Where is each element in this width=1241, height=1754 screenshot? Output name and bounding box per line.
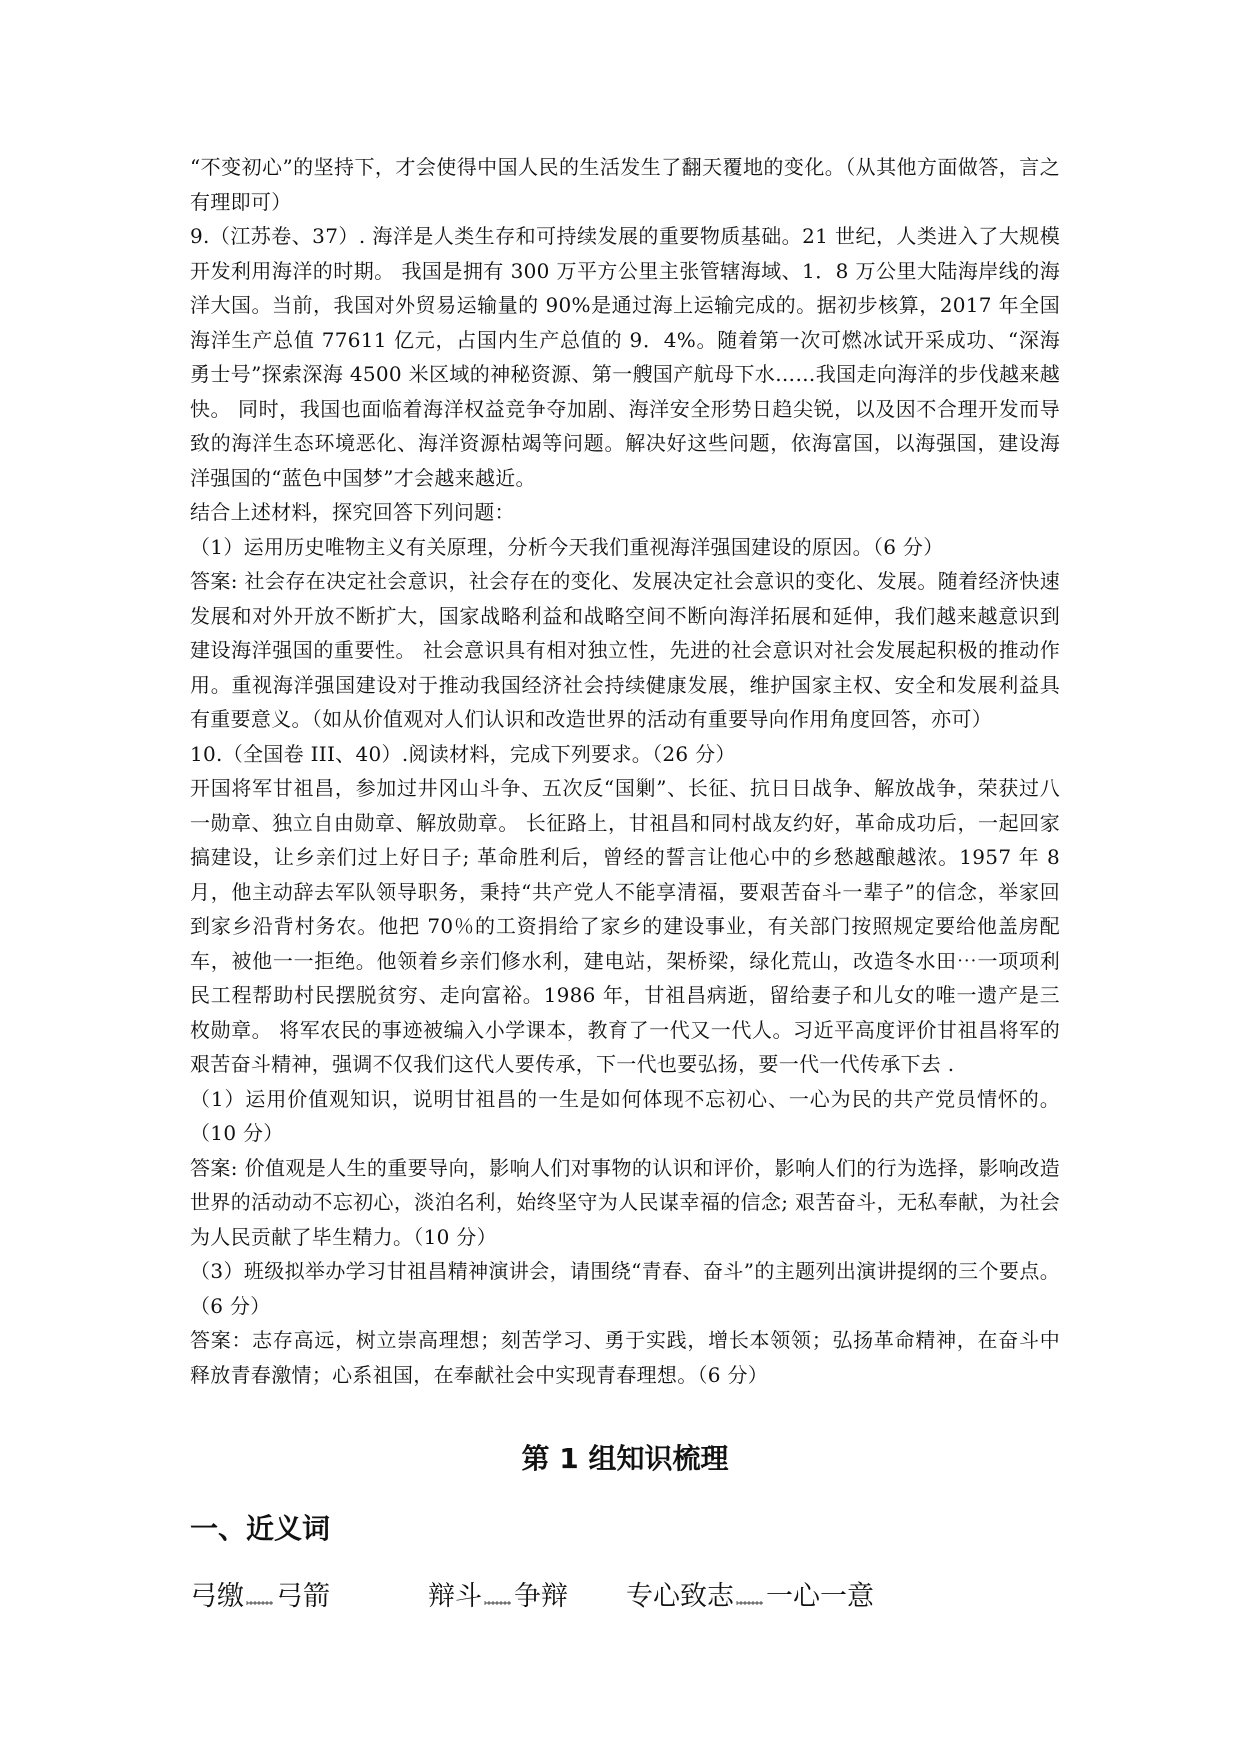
question-10-answer-3: 答案：志存高远，树立崇高理想；刻苦学习、勇于实践，增长本领领；弘扬革命精神，在奋斗中释放青春激情；心系祖国，在奉献社会中实现青春理想。（6 分）	[190, 1328, 1060, 1387]
synonym-right: 争辩	[514, 1581, 568, 1612]
question-10-answer-1: 答案: 价值观是人生的重要导向，影响人们对事物的认识和评价，影响人们的行为选择，影响改造世界的活动动不忘初心，淡泊名利，始终坚守为人民谋幸福的信念; 艰苦奋斗，无私奉献，为社会为人民贡献了毕生精力。（10 分）	[190, 1155, 1060, 1249]
connector-icon	[245, 1599, 275, 1607]
question-10-part-3: （3）班级拟举办学习甘祖昌精神演讲会，请围绕“青春、奋斗”的主题列出演讲提纲的三个要点。（6 分）	[190, 1259, 1060, 1318]
question-10-part-1: （1）运用价值观知识，说明甘祖昌的一生是如何体现不忘初心、一心为民的共产党员情怀的。（10 分）	[190, 1086, 1060, 1145]
document-page	[190, 150, 1060, 1619]
connector-icon	[735, 1599, 765, 1607]
question-9-part-1: （1）运用历史唯物主义有关原理，分析今天我们重视海洋强国建设的原因。（6 分）	[190, 534, 944, 559]
synonym-list	[190, 1575, 1060, 1619]
synonym-right: 弓箭	[276, 1581, 330, 1612]
question-10-title: 10.（全国卷 III、40）.阅读材料，完成下列要求。（26 分）	[190, 741, 736, 766]
synonym-left: 辩斗	[428, 1581, 482, 1612]
synonym-pair	[190, 1575, 428, 1619]
synonym-pair	[626, 1575, 874, 1619]
section-title: 第 1 组知识梳理	[521, 1442, 729, 1475]
synonym-left: 弓缴	[190, 1581, 244, 1612]
question-9-answer: 答案: 社会存在决定社会意识，社会存在的变化、发展决定社会意识的变化、发展。随着经济快速发展和对外开放不断扩大，国家战略利益和战略空间不断向海洋拓展和延伸，我们越来越意识到建设海洋强国的重要性。 社会意识具有相对独立性，先进的社会意识对社会发展起积极的推动作用。重视海洋强国建设对于推动我国经济社会持续健康发展，维护国家主权、安全和发展利益具有重要意义。（如从价值观对人们认识和改造世界的活动有重要导向作用角度回答，亦可）	[190, 569, 1060, 731]
question-10-material: 开国将军甘祖昌，参加过井冈山斗争、五次反“国剿”、长征、抗日日战争、解放战争，荣获过八一勋章、独立自由勋章、解放勋章。 长征路上，甘祖昌和同村战友约好，革命成功后，一起回家搞建设，让乡亲们过上好日子; 革命胜利后，曾经的誓言让他心中的乡愁越酿越浓。1957 年 8 月，他主动辞去军队领导职务，秉持“共产党人不能享清福，要艰苦奋斗一辈子”的信念，举家回到家乡沿背村务农。他把 70％的工资捐给了家乡的建设事业，有关部门按照规定要给他盖房配车，被他一一拒绝。他领着乡亲们修水利，建电站，架桥梁，绿化荒山，改造冬水田⋯一项项利民工程帮助村民摆脱贫穷、走向富裕。1986 年，甘祖昌病逝，留给妻子和儿女的唯一遗产是三枚勋章。 将军农民的事迹被编入小学课本，教育了一代又一代人。习近平高度评价甘祖昌将军的艰苦奋斗精神，强调不仅我们这代人要传承，下一代也要弘扬，要一代一代传承下去 .	[190, 776, 1060, 1076]
question-9-prompt: 结合上述材料，探究回答下列问题：	[190, 500, 515, 524]
subsection-title: 一、近义词	[190, 1512, 331, 1545]
synonym-left: 专心致志	[626, 1581, 734, 1612]
synonym-pair	[428, 1575, 626, 1619]
connector-icon	[483, 1599, 513, 1607]
synonym-right: 一心一意	[766, 1581, 874, 1612]
paragraph-continuation: “不变初心”的坚持下，才会使得中国人民的生活发生了翻天覆地的变化。（从其他方面做答，言之有理即可）	[190, 155, 1060, 214]
question-9-material: 9.（江苏卷、37）. 海洋是人类生存和可持续发展的重要物质基础。21 世纪，人类进入了大规模开发利用海洋的时期。 我国是拥有 300 万平方公里主张管辖海域、1．8 万公里大陆海岸线的海洋大国。当前，我国对外贸易运输量的 90%是通过海上运输完成的。据初步核算，2017 年全国海洋生产总值 77611 亿元，占国内生产总值的 9．4%。随着第一次可燃冰试开采成功、“深海勇士号”探索深海 4500 米区域的神秘资源、第一艘国产航母下水……我国走向海洋的步伐越来越快。 同时，我国也面临着海洋权益竞争夺加剧、海洋安全形势日趋尖锐，以及因不合理开发而导致的海洋生态环境恶化、海洋资源枯竭等问题。解决好这些问题，依海富国，以海强国，建设海洋强国的“蓝色中国梦”才会越来越近。	[190, 224, 1060, 490]
